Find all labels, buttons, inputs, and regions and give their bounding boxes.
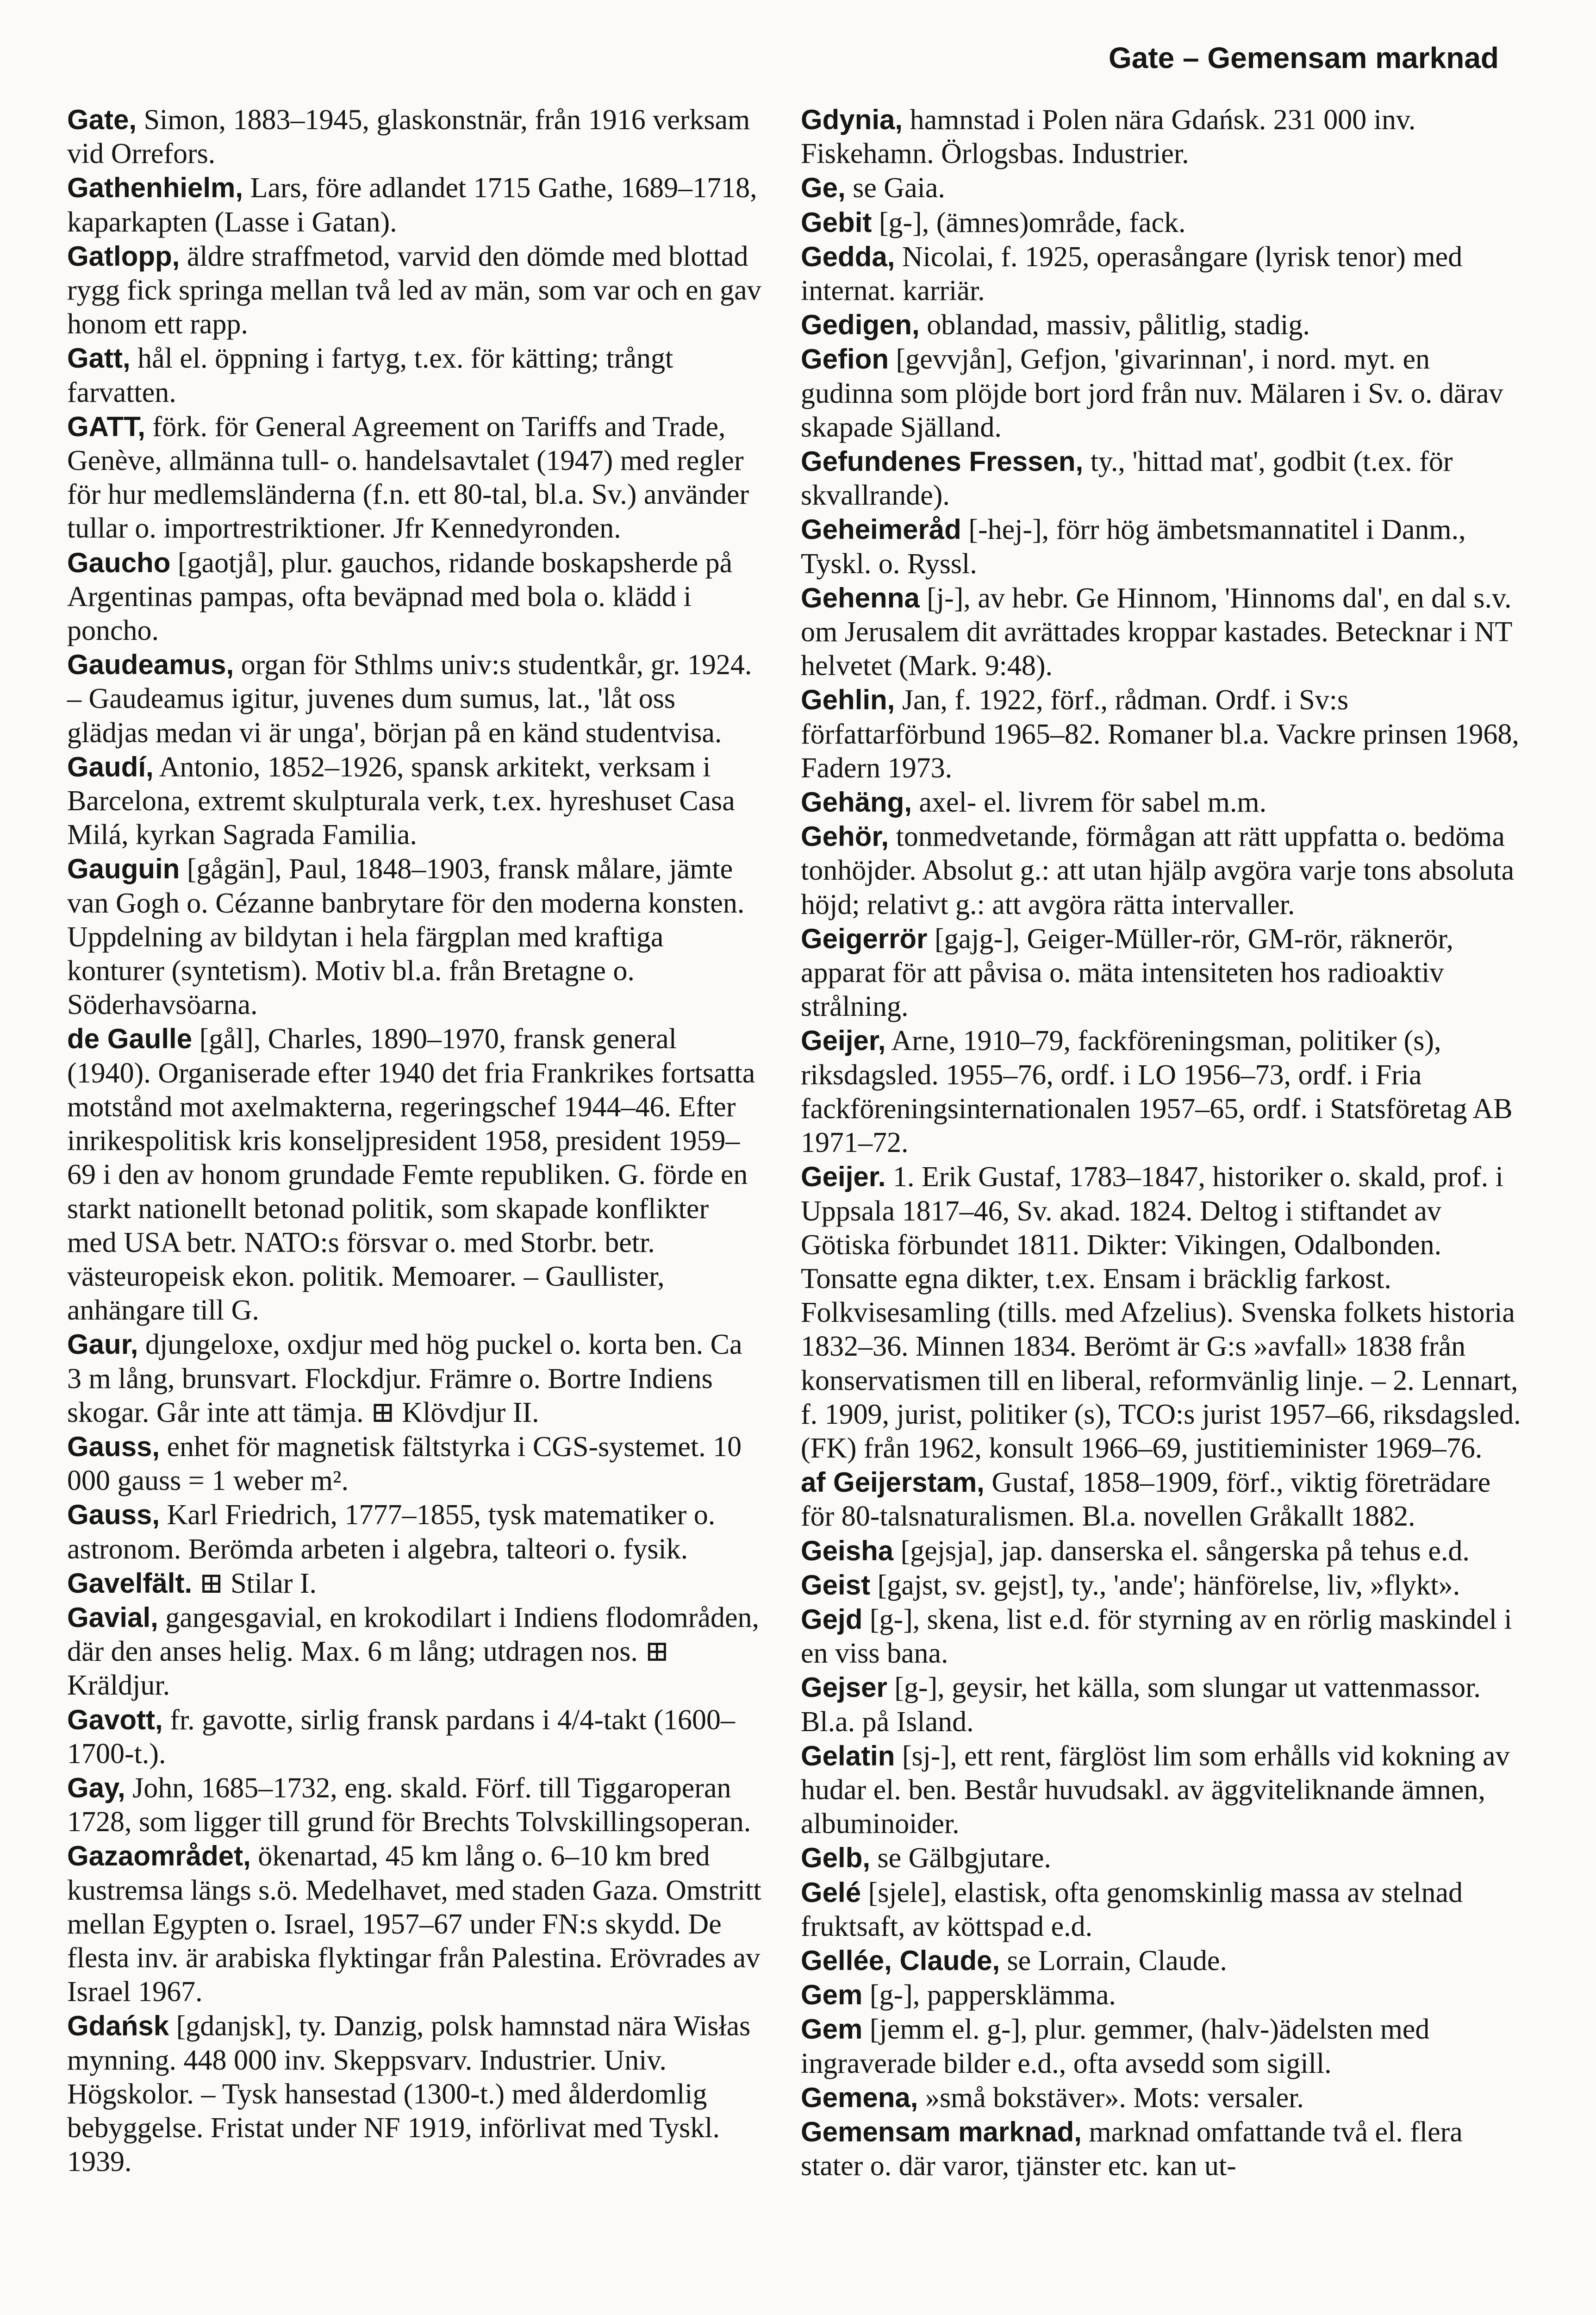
- entry-headword: Gelb,: [801, 1842, 871, 1874]
- entry-definition: [-hej-], förr hög ämbetsmannatitel i Danm., Tyskl. o. Ryssl.: [801, 514, 1466, 580]
- dictionary-entry: [801, 513, 1523, 581]
- entry-definition: oblandad, massiv, pålitlig, stadig.: [919, 309, 1310, 341]
- entry-headword: Gaur,: [67, 1329, 138, 1360]
- entry-definition: [gajg-], Geiger-Müller-rör, GM-rör, räknerör, apparat för att påvisa o. mäta intensiteten hos radioaktiv strålning.: [801, 923, 1454, 1023]
- entry-definition: [g-], pappersklämma.: [862, 1979, 1116, 2011]
- dictionary-entry: [801, 2115, 1523, 2183]
- entry-headword: Gem: [801, 2014, 863, 2045]
- entry-definition: ökenartad, 45 km lång o. 6–10 km bred kustremsa längs s.ö. Medelhavet, med staden Gaza. Omstritt mellan Egypten o. Israel, 1957–67 under FN:s skydd. De flesta inv. är arabiska flyktingar från Palestina. Erövrades av Israel 1967.: [67, 1840, 761, 2008]
- entry-definition: 1. Erik Gustaf, 1783–1847, historiker o. skald, prof. i Uppsala 1817–46, Sv. akad. 1824. Deltog i stiftandet av Götiska förbundet 1811. Dikter: Vikingen, Odalbonden. Tonsatte egna dikter, t.ex. Ensam i bräcklig farkost. Folkvisesamling (tills. med Afzelius). Svenska folkets historia 1832–36. Minnen 1834. Berömt är G:s »avfall» 1838 från konservatismen till en liberal, reformvänlig linje. – 2. Lennart, f. 1909, jurist, politiker (s), TCO:s jurist 1957–66, riksdagsled. (FK) från 1962, konsult 1966–69, justitieminister 1969–76.: [801, 1161, 1521, 1464]
- entry-headword: Gehenna: [801, 582, 920, 613]
- entry-headword: Gedda,: [801, 241, 895, 272]
- dictionary-entry: [67, 1839, 761, 2009]
- dictionary-entry: [801, 1534, 1523, 1568]
- entry-headword: Gatlopp,: [67, 240, 180, 272]
- entry-headword: Gatt,: [67, 343, 131, 374]
- entry-definition: enhet för magnetisk fältstyrka i CGS-systemet. 10 000 gauss = 1 weber m².: [67, 1431, 742, 1497]
- entry-headword: Gauss,: [67, 1431, 160, 1462]
- dictionary-entry: [67, 1327, 761, 1430]
- dictionary-entry: [801, 1944, 1523, 1978]
- entry-headword: Gauguin: [67, 853, 180, 885]
- dictionary-entry: [67, 648, 761, 750]
- dictionary-entry: [801, 240, 1523, 308]
- entry-definition: »små bokstäver». Mots: versaler.: [918, 2082, 1304, 2114]
- entry-headword: Geist: [801, 1569, 871, 1601]
- dictionary-entry: [801, 1024, 1523, 1160]
- dictionary-entry: [801, 2081, 1523, 2115]
- entry-headword: GATT,: [67, 411, 145, 442]
- entry-headword: Geigerrör: [801, 923, 928, 954]
- dictionary-entry: [67, 852, 761, 1022]
- dictionary-entry: [801, 1602, 1523, 1671]
- dictionary-entry: [67, 1022, 761, 1327]
- entry-headword: Gehör,: [801, 821, 889, 852]
- dictionary-entry: [67, 410, 761, 546]
- entry-definition: ty., 'hittad mat', godbit (t.ex. för skvallrande).: [801, 446, 1453, 512]
- entry-headword: Geheimeråd: [801, 514, 961, 545]
- entry-definition: Simon, 1883–1945, glaskonstnär, från 1916 verksam vid Orrefors.: [67, 104, 750, 170]
- dictionary-entry: [67, 2009, 761, 2179]
- entry-headword: Gelatin: [801, 1740, 895, 1771]
- page-header: Gate – Gemensam marknad: [1108, 41, 1499, 75]
- dictionary-entry: [801, 785, 1523, 820]
- entry-headword: Gejd: [801, 1603, 863, 1635]
- entry-definition: [g-], (ämnes)område, fack.: [872, 206, 1186, 238]
- dictionary-entry: [801, 342, 1523, 444]
- entry-definition: Lars, före adlandet 1715 Gathe, 1689–1718, kaparkapten (Lasse i Gatan).: [67, 172, 757, 238]
- entry-headword: Gavial,: [67, 1602, 158, 1633]
- dictionary-entry: [801, 206, 1523, 240]
- entry-headword: Gaucho: [67, 547, 171, 578]
- dictionary-entry: [67, 1601, 761, 1703]
- entry-definition: [sj-], ett rent, färglöst lim som erhålls vid kokning av hudar el. ben. Består huvudsakl. av äggviteliknande ämnen, albuminoider.: [801, 1740, 1510, 1840]
- entry-headword: Gefion: [801, 344, 889, 375]
- entry-definition: [gågän], Paul, 1848–1903, fransk målare, jämte van Gogh o. Cézanne banbrytare för den moderna konsten. Uppdelning av bildytan i hela färgplan med kraftiga konturer (syntetism). Motiv bl.a. från Bretagne o. Söderhavsöarna.: [67, 853, 745, 1021]
- entry-headword: Ge,: [801, 172, 846, 204]
- dictionary-entry: [801, 1876, 1523, 1944]
- entry-headword: Gavelfält.: [67, 1567, 193, 1599]
- dictionary-entry: [801, 308, 1523, 342]
- left-column: [67, 103, 761, 2179]
- entry-definition: [gål], Charles, 1890–1970, fransk general (1940). Organiserade efter 1940 det fria Frankrikes fortsatta motstånd mot axelmakterna, regeringschef 1944–46. Efter inrikespolitisk kris konseljpresident 1958, president 1959–69 i den av honom grundade Femte republiken. G. förde en starkt nationellt betonad politik, som skapade konflikter med USA betr. NATO:s försvar o. med Storbr. betr. västeuropeisk ekon. politik. Memoarer. – Gaullister, anhängare till G.: [67, 1023, 755, 1326]
- entry-definition: Gustaf, 1858–1909, förf., viktig företrädare för 80-talsnaturalismen. Bl.a. novellen Gråkallt 1882.: [801, 1467, 1491, 1533]
- entry-definition: organ för Sthlms univ:s studentkår, gr. 1924. – Gaudeamus igitur, juvenes dum sumus, lat., 'låt oss glädjas medan vi är unga', början på en känd studentvisa.: [67, 649, 752, 749]
- dictionary-entry: [801, 683, 1523, 785]
- entry-headword: Gavott,: [67, 1704, 163, 1735]
- entry-definition: Karl Friedrich, 1777–1855, tysk matematiker o. astronom. Berömda arbeten i algebra, talteori o. fysik.: [67, 1499, 716, 1565]
- entry-headword: Gaudeamus,: [67, 649, 234, 681]
- dictionary-entry: [67, 239, 761, 342]
- entry-definition: se Lorrain, Claude.: [1000, 1945, 1227, 1977]
- entry-definition: [gdanjsk], ty. Danzig, polsk hamnstad nära Wisłas mynning. 448 000 inv. Skeppsvarv. Industrier. Univ. Högskolor. – Tysk hansestad (1300-t.) med ålderdomlig bebyggelse. Fristat under NF 1919, införlivat med Tyskl. 1939.: [67, 2010, 751, 2178]
- entry-definition: Arne, 1910–79, fackföreningsman, politiker (s), riksdagsled. 1955–76, ordf. i LO 1956–73, ordf. i Fria fackföreningsinternationalen 1957–65, ordf. i Statsföretag AB 1971–72.: [801, 1025, 1513, 1159]
- entry-definition: [g-], geysir, het källa, som slungar ut vattenmassor. Bl.a. på Island.: [801, 1672, 1481, 1738]
- entry-definition: äldre straffmetod, varvid den dömde med blottad rygg fick springa mellan två led av män, som var och en gav honom ett rapp.: [67, 240, 761, 340]
- entry-definition: djungeloxe, oxdjur med hög puckel o. korta ben. Ca 3 m lång, brunsvart. Flockdjur. Främre o. Bortre Indiens skogar. Går inte att tämja. ⊞ Klövdjur II.: [67, 1329, 742, 1428]
- entry-headword: Gemena,: [801, 2082, 918, 2113]
- dictionary-entry: [67, 546, 761, 648]
- dictionary-entry: [801, 1978, 1523, 2012]
- entry-headword: Gejser: [801, 1672, 887, 1703]
- dictionary-entry: [801, 1671, 1523, 1739]
- entry-definition: [jemm el. g-], plur. gemmer, (halv-)ädelsten med ingraverade bilder e.d., ofta avsedd som sigill.: [801, 2014, 1430, 2079]
- entry-definition: [gejsja], jap. danserska el. sångerska på tehus e.d.: [893, 1535, 1470, 1567]
- dictionary-entry: [67, 103, 761, 171]
- entry-headword: Gdańsk: [67, 2010, 169, 2042]
- entry-definition: [g-], skena, list e.d. för styrning av en rörlig maskindel i en viss bana.: [801, 1603, 1512, 1670]
- entry-headword: Gefundenes Fressen,: [801, 446, 1084, 477]
- entry-headword: Gemensam marknad,: [801, 2116, 1082, 2147]
- entry-headword: Gay,: [67, 1772, 125, 1803]
- entry-headword: Gelé: [801, 1877, 861, 1908]
- entry-headword: Gaudí,: [67, 751, 154, 782]
- dictionary-entry: [67, 171, 761, 239]
- dictionary-entry: [67, 750, 761, 852]
- right-column: [801, 103, 1523, 2183]
- dictionary-entry: [67, 1566, 761, 1601]
- entry-definition: axel- el. livrem för sabel m.m.: [912, 787, 1267, 819]
- dictionary-entry: [801, 444, 1523, 513]
- dictionary-entry: [67, 1771, 761, 1839]
- entry-definition: tonmedvetande, förmågan att rätt uppfatta o. bedöma tonhöjder. Absolut g.: att utan hjälp avgöra varje tons absoluta höjd; relativt g.: att avgöra rätta intervaller.: [801, 821, 1515, 920]
- dictionary-entry: [801, 1568, 1523, 1602]
- dictionary-entry: [801, 1465, 1523, 1533]
- dictionary-entry: [67, 1703, 761, 1771]
- entry-definition: Antonio, 1852–1926, spansk arkitekt, verksam i Barcelona, extremt skulpturala verk, t.ex. hyreshuset Casa Milá, kyrkan Sagrada Familia.: [67, 751, 735, 851]
- entry-headword: Gate,: [67, 104, 137, 135]
- entry-headword: Gdynia,: [801, 104, 903, 135]
- entry-definition: marknad omfattande två el. flera stater o. där varor, tjänster etc. kan ut-: [801, 2116, 1463, 2182]
- entry-headword: Geijer.: [801, 1161, 886, 1193]
- entry-definition: [gaotjå], plur. gauchos, ridande boskapsherde på Argentinas pampas, ofta beväpnad med bola o. klädd i poncho.: [67, 547, 733, 647]
- entry-definition: gangesgavial, en krokodilart i Indiens flodområden, där den anses helig. Max. 6 m lång; utdragen nos. ⊞ Kräldjur.: [67, 1602, 759, 1702]
- entry-definition: Jan, f. 1922, förf., rådman. Ordf. i Sv:s författarförbund 1965–82. Romaner bl.a. Vackre prinsen 1968, Fadern 1973.: [801, 684, 1519, 784]
- entry-definition: hål el. öppning i fartyg, t.ex. för kätting; trångt farvatten.: [67, 343, 673, 408]
- entry-headword: Gehäng,: [801, 787, 912, 818]
- entry-headword: Geijer,: [801, 1025, 886, 1057]
- entry-definition: se Gaia.: [845, 172, 945, 204]
- entry-headword: de Gaulle: [67, 1023, 193, 1055]
- entry-headword: Gem: [801, 1979, 863, 2011]
- dictionary-entry: [801, 820, 1523, 922]
- dictionary-entry: [801, 922, 1523, 1024]
- dictionary-entry: [801, 1739, 1523, 1841]
- entry-definition: Nicolai, f. 1925, operasångare (lyrisk tenor) med internat. karriär.: [801, 241, 1463, 307]
- entry-definition: ⊞ Stilar I.: [192, 1567, 317, 1599]
- dictionary-entry: [801, 1841, 1523, 1875]
- dictionary-entry: [67, 1430, 761, 1498]
- dictionary-entry: [801, 103, 1523, 171]
- entry-definition: förk. för General Agreement on Tariffs and Trade, Genève, allmänna tull- o. handelsavtalet (1947) med regler för hur medlemsländerna (f.n. ett 80-tal, bl.a. Sv.) använder tullar o. importrestriktioner. Jfr Kennedyronden.: [67, 411, 749, 544]
- entry-definition: [gajst, sv. gejst], ty., 'ande'; hänförelse, liv, »flykt».: [870, 1569, 1460, 1601]
- dictionary-entry: [801, 171, 1523, 205]
- entry-headword: Gellée, Claude,: [801, 1945, 1000, 1976]
- dictionary-entry: [801, 2012, 1523, 2080]
- entry-definition: [sjele], elastisk, ofta genomskinlig massa av stelnad fruktsaft, av köttspad e.d.: [801, 1877, 1463, 1942]
- entry-definition: [gevvjån], Gefjon, 'givarinnan', i nord. myt. en gudinna som plöjde bort jord från nuv. Mälaren i Sv. o. därav skapade Själland.: [801, 344, 1503, 443]
- entry-definition: [j-], av hebr. Ge Hinnom, 'Hinnoms dal', en dal s.v. om Jerusalem dit avrättades kroppar kastades. Betecknar i NT helvetet (Mark. 9:48).: [801, 582, 1512, 682]
- entry-headword: Gehlin,: [801, 684, 895, 716]
- dictionary-entry: [67, 341, 761, 409]
- entry-definition: hamnstad i Polen nära Gdańsk. 231 000 inv. Fiskehamn. Örlogsbas. Industrier.: [801, 104, 1416, 170]
- entry-headword: Gauss,: [67, 1499, 160, 1531]
- entry-headword: af Geijerstam,: [801, 1467, 985, 1498]
- entry-headword: Gebit: [801, 206, 872, 238]
- entry-definition: se Gälbgjutare.: [870, 1842, 1051, 1874]
- entry-headword: Geisha: [801, 1535, 894, 1566]
- dictionary-entry: [801, 581, 1523, 683]
- dictionary-entry: [801, 1160, 1523, 1465]
- entry-headword: Gathenhielm,: [67, 172, 243, 204]
- entry-definition: fr. gavotte, sirlig fransk pardans i 4/4-takt (1600–1700-t.).: [67, 1704, 735, 1770]
- entry-headword: Gedigen,: [801, 309, 920, 341]
- dictionary-entry: [67, 1498, 761, 1566]
- entry-headword: Gazaområdet,: [67, 1840, 251, 1872]
- entry-definition: John, 1685–1732, eng. skald. Förf. till Tiggaroperan 1728, som ligger till grund för Brechts Tolvskillingsoperan.: [67, 1772, 751, 1838]
